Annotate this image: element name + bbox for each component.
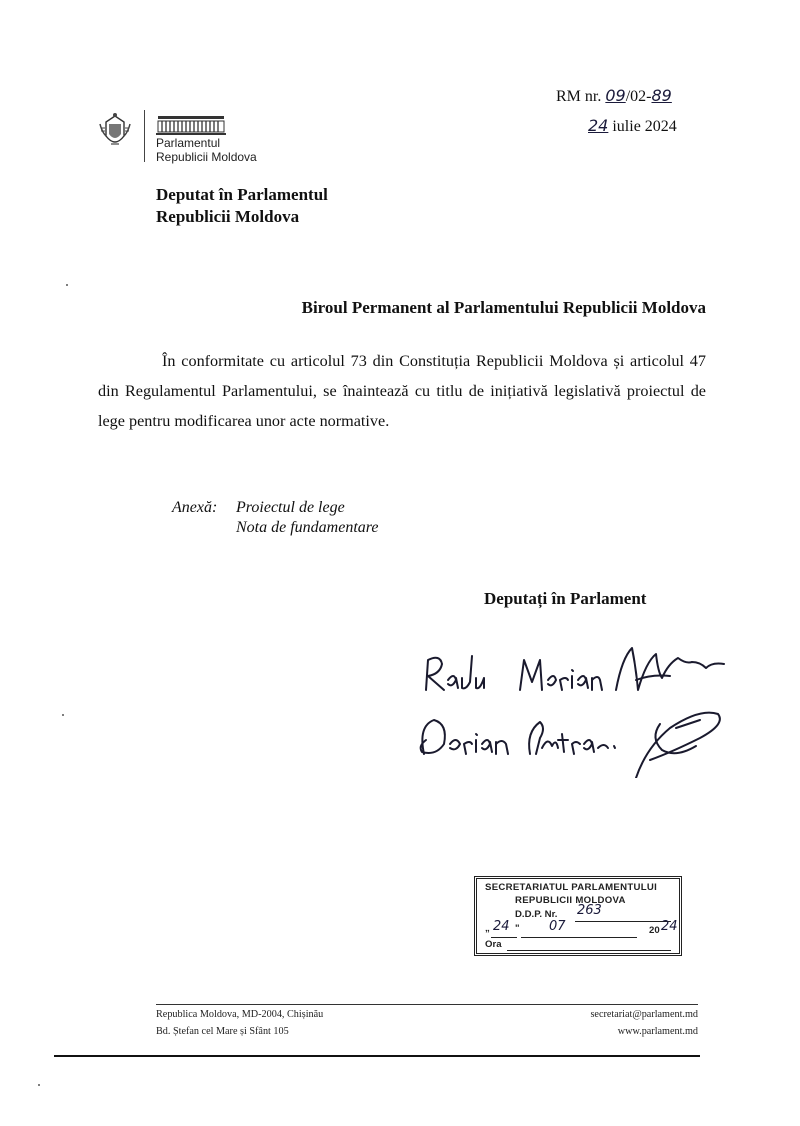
- reference-block: [540, 86, 700, 138]
- scan-speck: [38, 1084, 40, 1086]
- footer-address: Republica Moldova, MD-2004, Chișinău Bd. Ștefan cel Mare și Sfânt 105: [156, 1009, 324, 1037]
- footer-website[interactable]: www.parlament.md: [617, 1026, 698, 1037]
- reference-day-handwritten: 24: [588, 116, 609, 135]
- body-paragraph: În conformitate cu articolul 73 din Constituția Republicii Moldova și articolul 47 din Regulamentul Parlamentului, se înaintează cu titlu de inițiativă legislativă proiectul de lege pentru modificarea unor acte normative.: [98, 352, 706, 430]
- parliament-building-icon: [156, 114, 226, 136]
- stamp-date-row: „ 24 " 07 20 24: [485, 919, 678, 936]
- registration-stamp: [474, 876, 682, 956]
- reference-number-handwritten-1: 09: [605, 86, 626, 105]
- annex-label: Anexă:: [172, 499, 218, 516]
- signature-1: [426, 648, 724, 690]
- scan-speck: [62, 714, 64, 716]
- stamp-line-2: REPUBLICII MOLDOVA: [515, 895, 626, 906]
- signature-2: [421, 713, 720, 778]
- stamp-line-1: SECRETARIATUL PARLAMENTULUI: [485, 882, 658, 893]
- institution-name: Parlamentul Republicii Moldova: [156, 136, 257, 164]
- footer-contacts: [520, 1006, 698, 1040]
- stamp-date-year-suffix: 24: [661, 919, 678, 934]
- reference-date: 24 iulie 2024: [588, 116, 677, 135]
- stamp-date-day: 24: [493, 919, 510, 934]
- header-divider: [144, 110, 145, 162]
- footer-divider: [156, 1004, 698, 1005]
- stamp-date-year-prefix: 20: [649, 925, 660, 936]
- recipient: Biroul Permanent al Parlamentului Republicii Moldova: [301, 298, 706, 317]
- stamp-dp-label: D.D.P. Nr.: [515, 909, 558, 920]
- stamp-ora-label: Ora: [485, 939, 502, 950]
- reference-number: RM nr. 09/02-89: [556, 86, 672, 105]
- sender-title: Deputat în Parlamentul Republicii Moldova: [156, 185, 328, 226]
- stamp-dp-number: 263: [577, 903, 602, 918]
- annex-block: [172, 498, 379, 538]
- reference-number-handwritten-2: 89: [651, 86, 672, 105]
- stamp-date-month: 07: [549, 919, 566, 934]
- coat-of-arms-icon: [98, 112, 132, 152]
- footer-email[interactable]: secretariat@parlament.md: [590, 1009, 698, 1020]
- annex-item: Proiectul de lege: [236, 499, 345, 516]
- signatories-title: Deputați în Parlament: [484, 589, 647, 608]
- scan-speck: [66, 284, 68, 286]
- bottom-rule: [54, 1055, 700, 1057]
- handwritten-signatures: [400, 628, 740, 778]
- annex-item: Nota de fundamentare: [236, 519, 379, 536]
